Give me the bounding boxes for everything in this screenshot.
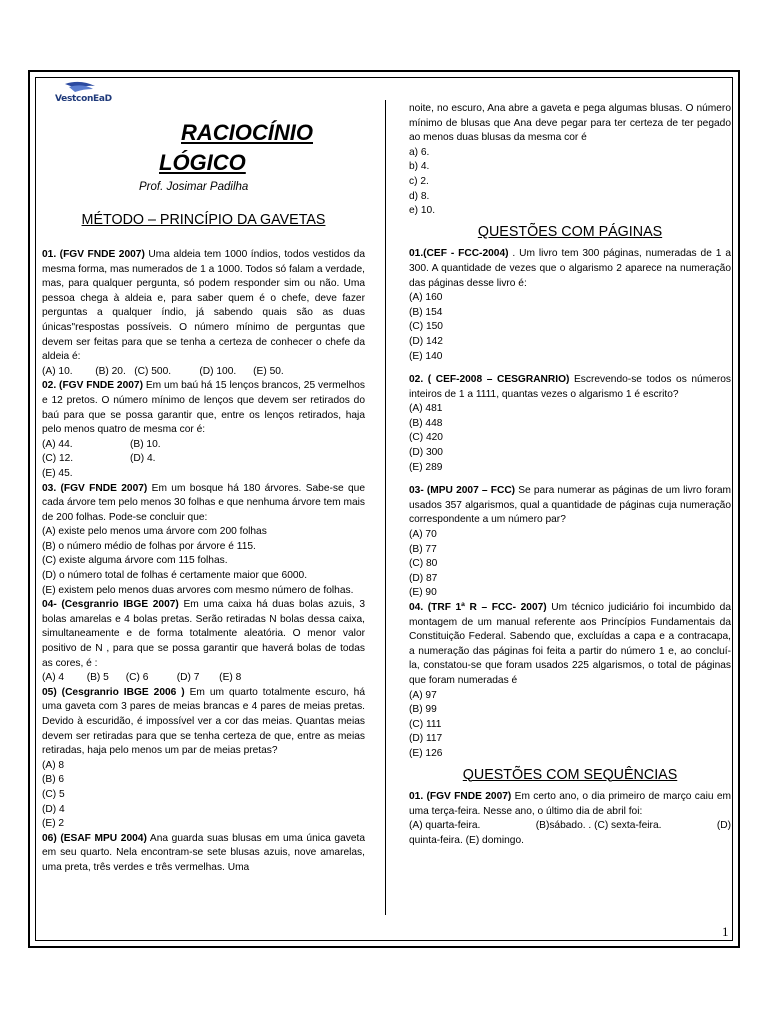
option: (E) 140 bbox=[409, 350, 443, 362]
question-text: Escrevendo-se todos os números inteiros de 1 a 1111, quantas vezes o algarismo 1 é escrito? bbox=[409, 374, 732, 400]
question-text: Em um quarto totalmente escuro, há uma gaveta com 3 pares de meias brancas e 4 pares de meias pretas. Devido à escuridão, é impossível ver a cor das meias. Quantas meias devem ser retiradas para que se tenha certeza de que, entre as meias retiradas, haja pelo menos um par de meias pretas? bbox=[42, 686, 365, 757]
option: (D) 87 bbox=[409, 572, 438, 584]
question-text: Uma aldeia tem 1000 índios, todos vestidos da mesma forma, mas numerados de 1 a 1000. Todos só falam a verdade, mas, para qualquer pergunta, só podem responder sim ou não. Uma pessoa chega à aldeia e, para saber quem é o chefe, deve fazer perguntas a qualquer índio, já sabendo quais são as duas únicas"respostas possíveis. O número mínimo de perguntas que devem ser feitas para que se tenha a certeza de conhecer o chefe da aldeia é: bbox=[42, 249, 365, 363]
left-column bbox=[42, 248, 365, 876]
question-head: 05) (Cesgranrio IBGE 2006 ) bbox=[42, 686, 185, 698]
option-row bbox=[409, 819, 731, 834]
page-question-2 bbox=[409, 373, 731, 402]
option: (E) 289 bbox=[409, 461, 443, 473]
option: (A) 481 bbox=[409, 403, 443, 415]
question-2 bbox=[42, 379, 365, 437]
option: (D) 142 bbox=[409, 335, 443, 347]
question-text: . Um livro tem 300 páginas, numeradas de 1 a 300. A quantidade de vezes que o algarismo 2 aparece na numeração das páginas desse livro é: bbox=[409, 248, 731, 289]
option: (C) existe alguma árvore com 115 folhas. bbox=[42, 555, 228, 567]
author-line: Prof. Josimar Padilha bbox=[139, 181, 249, 193]
option: (B)sábado. . (C) sexta-feira. bbox=[535, 820, 662, 832]
option: (A) 44. bbox=[42, 438, 73, 450]
question-head: 06) (ESAF MPU 2004) bbox=[42, 832, 147, 844]
option: (C) 5 bbox=[42, 788, 65, 800]
question-5 bbox=[42, 686, 365, 759]
option: (D) 4 bbox=[42, 803, 65, 815]
question-head: 04- (Cesgranrio IBGE 2007) bbox=[42, 599, 179, 611]
option: (D) o número total de folhas é certamente maior que 6000. bbox=[42, 570, 308, 582]
page-number: 1 bbox=[722, 924, 729, 939]
question-text: Ana guarda suas blusas em uma única gaveta em seu quarto. Nela encontram-se sete blusas azuis, nove amarelas, uma preta, três verdes e três vermelhas. Uma bbox=[42, 832, 365, 873]
question-text: Em um bosque há 180 árvores. Sabe-se que cada árvore tem pelo menos 30 folhas e que nenhuma árvore tem mais de 200 folhas. Pode-se concluir que: bbox=[42, 482, 366, 523]
option: (D) 4. bbox=[130, 453, 156, 465]
sequence-question-1 bbox=[409, 790, 731, 819]
question-head: 01. (FGV FNDE 2007) bbox=[409, 791, 512, 803]
option: (C) 12. bbox=[42, 453, 74, 465]
question-text: Em certo ano, o dia primeiro de março caiu em uma terça-feira. Nesse ano, o último dia de abril foi: bbox=[409, 791, 731, 817]
page-question-1 bbox=[409, 247, 731, 291]
option: (D) 300 bbox=[409, 447, 443, 459]
option: (A) 97 bbox=[409, 689, 437, 701]
question-1-options: (A) 10. (B) 20. (C) 500. (D) 100. (E) 50. bbox=[42, 365, 284, 377]
question-6-continued: noite, no escuro, Ana abre a gaveta e pega algumas blusas. O número mínimo de blusas que Ana deve pegar para ter certeza de ter pegado ao menos duas blusas da mesma cor é bbox=[409, 103, 731, 144]
section-title-paginas: QUESTÕES COM PÁGINAS bbox=[477, 223, 663, 240]
question-4 bbox=[42, 598, 365, 671]
section-title-gavetas: MÉTODO – PRINCÍPIO DA GAVETAS bbox=[81, 212, 326, 228]
option: (B) 99 bbox=[409, 704, 437, 716]
option: (B) 10. bbox=[130, 438, 161, 450]
option: c) 2. bbox=[409, 175, 429, 187]
option: b) 4. bbox=[409, 161, 430, 173]
question-head: 02. (FGV FNDE 2007) bbox=[42, 380, 143, 392]
option: (E) 126 bbox=[409, 747, 443, 759]
vestcon-logo bbox=[55, 80, 125, 110]
question-head: 03. (FGV FNDE 2007) bbox=[42, 482, 148, 494]
question-3 bbox=[42, 482, 365, 526]
question-4-options: (A) 4 (B) 5 (C) 6 (D) 7 (E) 8 bbox=[42, 672, 242, 684]
question-text: Em uma caixa há duas bolas azuis, 3 bolas amarelas e 4 bolas pretas. Serão retiradas N bolas dessa caixa, simultaneamente e de forma totalmente aleatória. O menor valor positivo de N , para que se possa garantir que haverá bolas de todas as cores, é : bbox=[42, 599, 365, 669]
question-head: 04. (TRF 1ª R – FCC- 2007) bbox=[409, 602, 547, 613]
option-row bbox=[42, 438, 365, 453]
option: (B) o número médio de folhas por árvore é 115. bbox=[42, 540, 256, 552]
question-head: 01. (FGV FNDE 2007) bbox=[42, 249, 145, 260]
logo-text: VestconEaD bbox=[55, 94, 112, 104]
option: (D) 117 bbox=[409, 733, 443, 745]
question-text: Se para numerar as páginas de um livro foram usados 357 algarismos, qual a quantidade de páginas cuja numeração correspondente a um número par? bbox=[409, 485, 731, 526]
option: (A) existe pelo menos uma árvore com 200 folhas bbox=[42, 526, 267, 538]
option: quinta-feira. (E) domingo. bbox=[409, 834, 524, 846]
option: (B) 6 bbox=[42, 774, 65, 786]
option: (C) 111 bbox=[409, 718, 442, 730]
option: (B) 448 bbox=[409, 417, 443, 429]
page-title-line2: LÓGICO bbox=[159, 150, 246, 175]
right-column bbox=[409, 102, 731, 849]
option: (E) existem pelo menos duas arvores com mesmo número de folhas. bbox=[42, 584, 354, 596]
option: (C) 80 bbox=[409, 558, 438, 570]
question-head: 01.(CEF - FCC-2004) bbox=[409, 248, 509, 260]
page-title-line1: RACIOCÍNIO bbox=[181, 120, 313, 145]
question-head: 02. ( CEF-2008 – CESGRANRIO) bbox=[409, 374, 570, 386]
option: (A) quarta-feira. bbox=[409, 820, 481, 832]
option: (A) 70 bbox=[409, 529, 437, 541]
question-text: Um técnico judiciário foi incumbido da montagem de um manual referente aos Princípios Fundamentais da Constituição Federal. Sabendo que, excluídas a capa e a contracapa, a numeração das páginas foi feita a partir do número 1 e, ao concluí-la, constatou-se que foram usados 225 algarismos, o total de páginas que foram numeradas é bbox=[409, 602, 731, 686]
option: d) 8. bbox=[409, 190, 430, 202]
question-6 bbox=[42, 832, 365, 876]
option-row bbox=[42, 452, 365, 467]
section-title-sequencias: QUESTÕES COM SEQUÊNCIAS bbox=[462, 766, 678, 783]
question-1 bbox=[42, 248, 365, 365]
option: (E) 2 bbox=[42, 818, 65, 830]
option: a) 6. bbox=[409, 146, 430, 158]
option: (A) 160 bbox=[409, 292, 443, 304]
option: (E) 90 bbox=[409, 587, 437, 599]
option: e) 10. bbox=[409, 205, 436, 217]
question-text: Em um baú há 15 lenços brancos, 25 vermelhos e 12 pretos. O número mínimo de lenços que devem ser retirados do baú para que se possa garantir que, entre os lenços retirados, haja pelo menos quatro de mesma cor é: bbox=[42, 380, 365, 436]
page-question-3 bbox=[409, 484, 731, 528]
option: (C) 420 bbox=[409, 432, 443, 444]
column-divider bbox=[385, 100, 386, 915]
option: (A) 8 bbox=[42, 759, 65, 771]
question-head: 03- (MPU 2007 – FCC) bbox=[409, 485, 516, 497]
option: (C) 150 bbox=[409, 321, 443, 333]
option: (B) 154 bbox=[409, 306, 443, 318]
page-question-4 bbox=[409, 601, 731, 689]
option: (D) bbox=[716, 820, 731, 832]
option: (E) 45. bbox=[42, 467, 73, 479]
option: (B) 77 bbox=[409, 543, 437, 555]
